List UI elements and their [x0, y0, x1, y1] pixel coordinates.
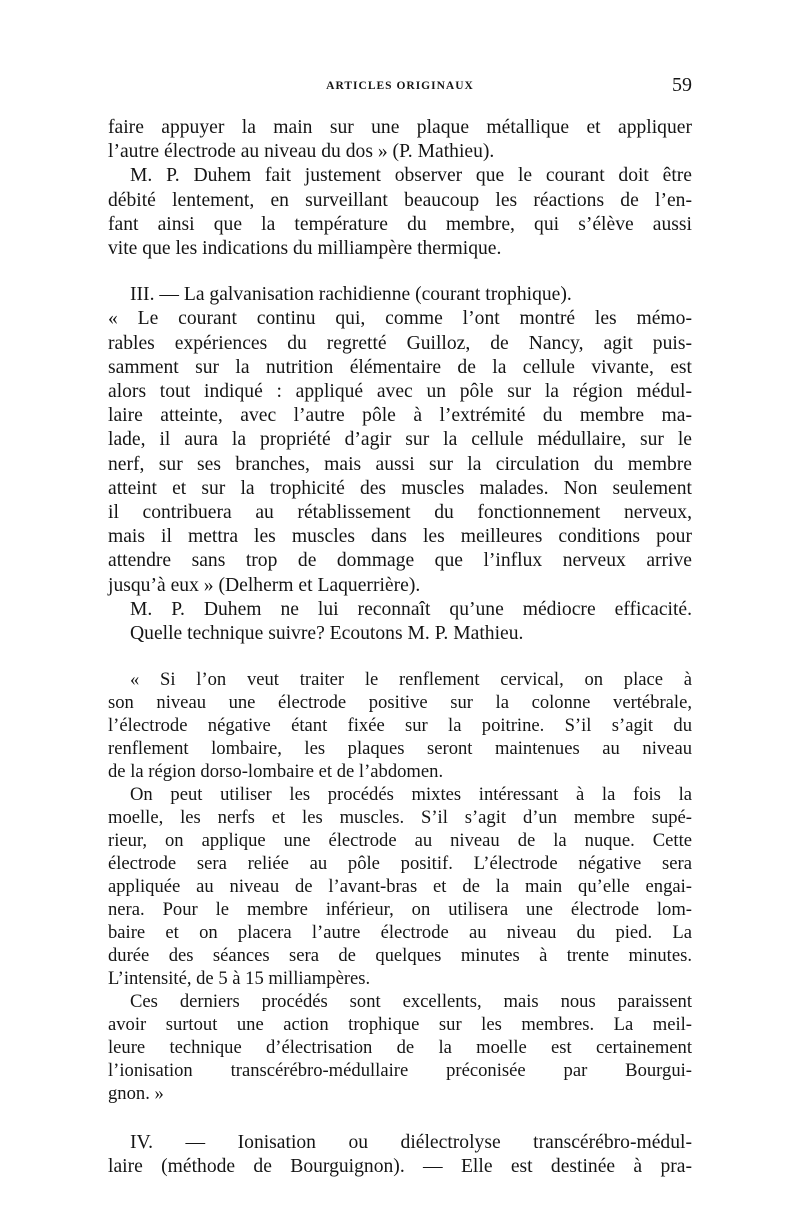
text-line: l’autre électrode au niveau du dos » (P. Mathieu). [108, 141, 495, 163]
text-line: laire atteinte, avec l’autre pôle à l’extrémité du membre ma- [108, 405, 692, 427]
text-line: rieur, on applique une électrode au niveau de la nuque. Cette [108, 830, 692, 852]
quote-paragraph [108, 668, 692, 783]
text-line: atteint et sur la trophicité des muscles malades. Non seulement [108, 477, 692, 499]
text-line: attendre sans trop de dommage que l’influx nerveux arrive [108, 550, 692, 572]
section-iii [108, 283, 692, 598]
text-line: M. P. Duhem ne lui reconnaît qu’une médiocre efficacité. [130, 598, 692, 620]
text-line: fant ainsi que la température du membre, qui s’élève aussi [108, 213, 692, 235]
text-line: l’électrode négative étant fixée sur la poitrine. S’il s’agit du [108, 715, 692, 737]
text-line: mais il mettra les muscles dans les meilleures conditions pour [108, 526, 692, 548]
text-line: M. P. Duhem fait justement observer que le courant doit être [130, 165, 692, 187]
text-line: son niveau une électrode positive sur la colonne vertébrale, [108, 692, 692, 714]
text-line: avoir surtout une action trophique sur les membres. La meil- [108, 1014, 692, 1036]
document-page [108, 72, 692, 1180]
text-line: vite que les indications du milliampère thermique. [108, 238, 502, 260]
text-line: laire (méthode de Bourguignon). — Elle est destinée à pra- [108, 1156, 692, 1178]
text-line: électrode sera reliée au pôle positif. L’électrode négative sera [108, 853, 692, 875]
page-number: 59 [672, 74, 692, 96]
section-iv [108, 1131, 692, 1179]
text-line: moelle, les nerfs et les muscles. S’il s’agit d’un membre supé- [108, 807, 692, 829]
text-line: Quelle technique suivre? Ecoutons M. P. Mathieu. [130, 623, 524, 645]
text-line: baire et on placera l’autre électrode au niveau du pied. La [108, 922, 692, 944]
running-header [108, 72, 692, 102]
running-title: ARTICLES ORIGINAUX [326, 80, 474, 92]
section-heading: IV. — Ionisation ou diélectrolyse transcérébro-médul- [130, 1132, 692, 1154]
text-line: débité lentement, en surveillant beaucoup les réactions de l’en- [108, 189, 692, 211]
text-line: Ces derniers procédés sont excellents, mais nous paraissent [130, 991, 692, 1013]
text-line: alors tout indiqué : appliqué avec un pôle sur la région médul- [108, 381, 692, 403]
text-line: samment sur la nutrition élémentaire de la cellule vivante, est [108, 356, 692, 378]
text-line: durée des séances sera de quelques minutes à trente minutes. [108, 945, 692, 967]
text-line: « Le courant continu qui, comme l’ont montré les mémo- [108, 308, 692, 330]
quote-paragraph [108, 783, 692, 990]
text-line: nera. Pour le membre inférieur, on utilisera une électrode lom- [108, 899, 692, 921]
text-line: faire appuyer la main sur une plaque métallique et appliquer [108, 117, 692, 138]
section-heading: III. — La galvanisation rachidienne (courant trophique). [130, 284, 572, 306]
paragraph [108, 116, 692, 164]
text-line: gnon. » [108, 1083, 164, 1105]
paragraph [108, 598, 692, 646]
text-line: de la région dorso-lombaire et de l’abdomen. [108, 761, 444, 783]
text-line: On peut utiliser les procédés mixtes intéressant à la fois la [130, 784, 692, 806]
text-line: leure technique d’électrisation de la moelle est certainement [108, 1037, 692, 1059]
text-line: il contribuera au rétablissement du fonctionnement nerveux, [108, 502, 692, 524]
text-line: renflement lombaire, les plaques seront maintenues au niveau [108, 738, 692, 760]
paragraph [108, 164, 692, 261]
text-line: jusqu’à eux » (Delherm et Laquerrière). [108, 574, 421, 596]
text-line: lade, il aura la propriété d’agir sur la cellule médullaire, sur le [108, 429, 692, 451]
text-line: « Si l’on veut traiter le renflement cervical, on place à [130, 669, 692, 691]
text-line: l’ionisation transcérébro-médullaire préconisée par Bourgui- [108, 1060, 692, 1082]
text-line: appliquée au niveau de l’avant-bras et de la main qu’elle engai- [108, 876, 692, 898]
quote-paragraph [108, 990, 692, 1105]
text-line: rables expériences du regretté Guilloz, de Nancy, agit puis- [108, 332, 692, 354]
text-line: L’intensité, de 5 à 15 milliampères. [108, 968, 371, 990]
text-line: nerf, sur ses branches, mais aussi sur la circulation du membre [108, 453, 692, 475]
